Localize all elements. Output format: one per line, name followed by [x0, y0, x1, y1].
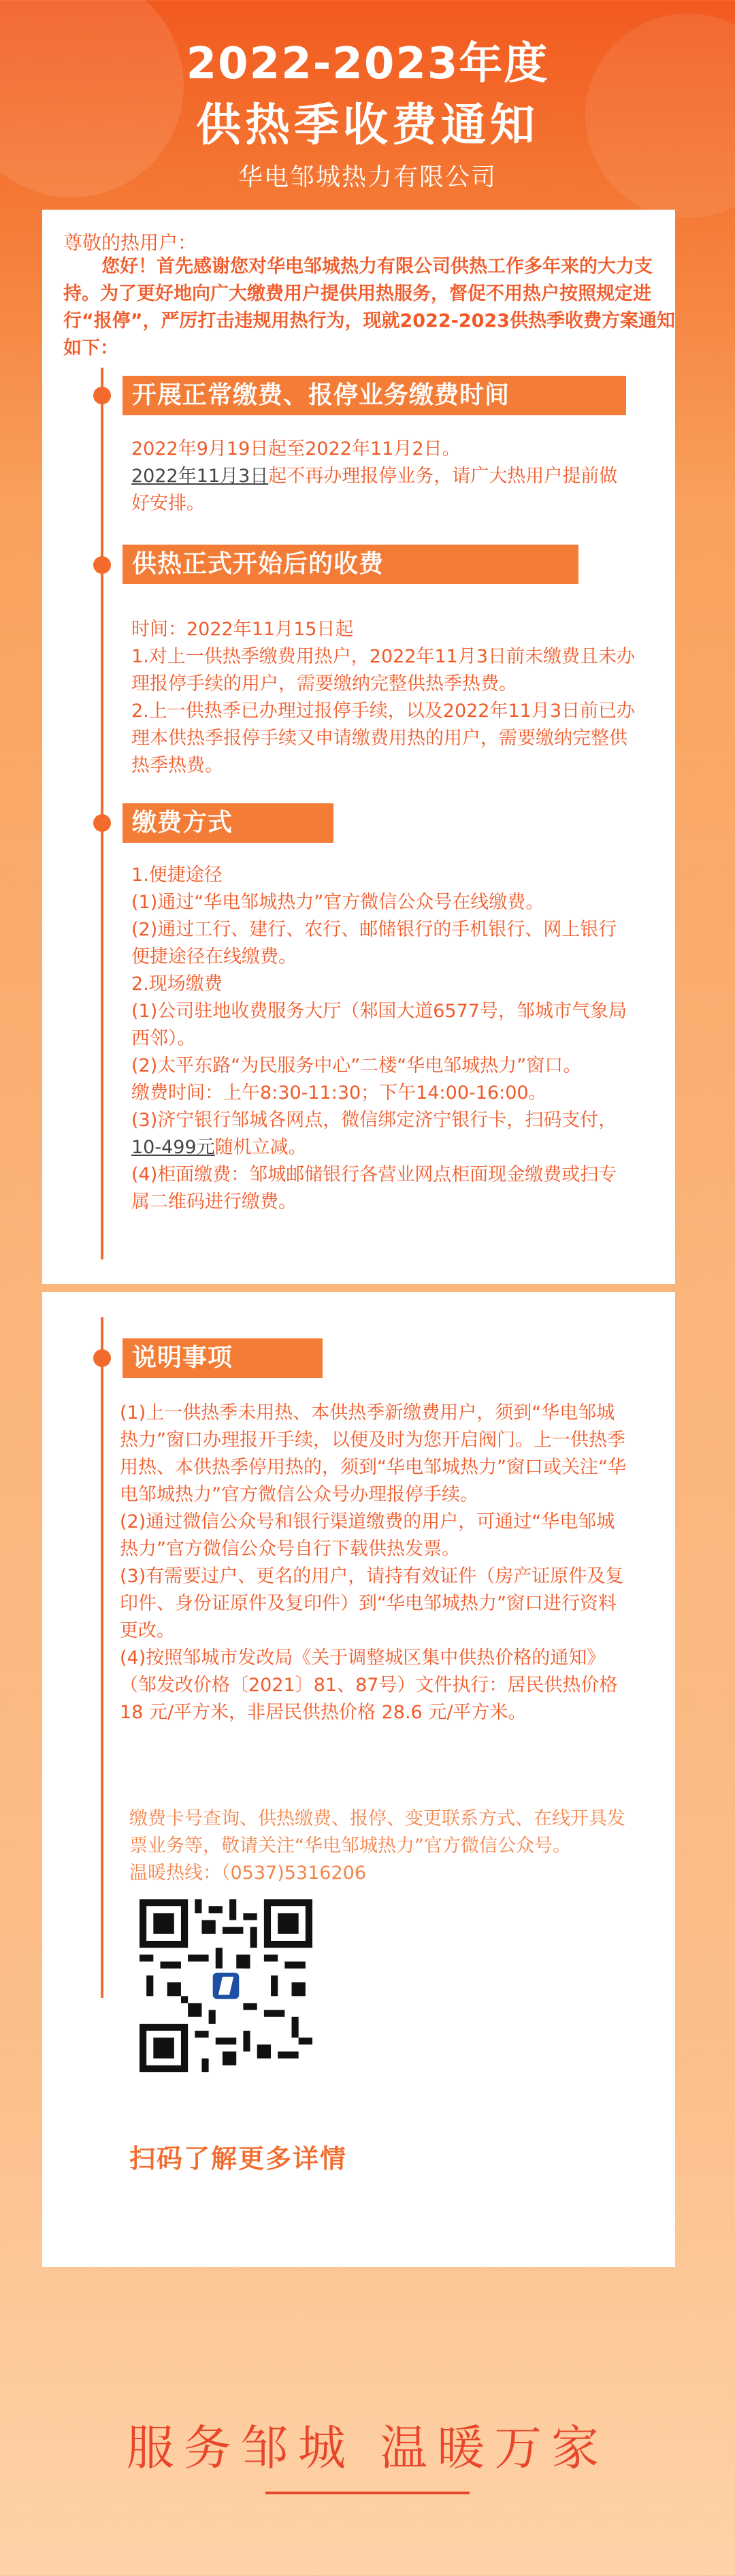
- timeline-line-1: [101, 368, 103, 1259]
- contact-note: 缴费卡号查询、供热缴费、报停、变更联系方式、在线开具发票业务等，敬请关注“华电邹城热力”官方微信公众号。: [129, 1808, 625, 1856]
- section1-content: [131, 436, 635, 517]
- method-service-hall: (1)公司驻地收费服务大厅（邾国大道6577号，邹城市气象局西邻）。: [131, 1001, 627, 1049]
- intro-paragraph: 您好！首先感谢您对华电邹城热力有限公司供热工作多年来的大力支持。为了更好地向广大缴费用户提供用热服务，督促不用热户按照规定进行“报停”，严厉打击违规用热行为，现就2022-2023供热季收费方案通知如下：: [63, 256, 675, 359]
- title-notice: 供热季收费通知: [196, 99, 539, 151]
- timeline-dot: [93, 556, 111, 574]
- section1-line2-rest: 起不再办理报停业务，请广大热用户提前做好安排。: [131, 466, 618, 514]
- company-name: 华电邹城热力有限公司: [238, 163, 497, 191]
- footer-divider: [265, 2492, 470, 2494]
- qr-code-image: [140, 1899, 312, 2072]
- timeline-dot: [93, 814, 111, 832]
- timeline-dot: [93, 1349, 111, 1367]
- qr-caption: 扫码了解更多详情: [129, 2144, 348, 2174]
- method-jining-bank: [131, 1107, 635, 1161]
- hotline: 温暖热线：（0537)5316206: [129, 1863, 366, 1884]
- timeline-line-2: [101, 1317, 103, 1998]
- section1-line2: [131, 463, 635, 517]
- section-title-payment-methods: 缴费方式: [122, 803, 333, 843]
- section2-time: 时间：2022年11月15日起: [131, 619, 354, 640]
- section1-line1: 2022年9月19日起至2022年11月2日。: [131, 438, 461, 460]
- section3-content: [131, 862, 635, 1216]
- note-1: (1)上一供热季未用热、本供热季新缴费用户，须到“华电邹城热力”窗口办理报开手续，以便及时为您开启阀门。上一供热季用热、本供热季停用热的，须到“华电邹城热力”窗口或关注“华电邹城热力”官方微信公众号办理报停手续。: [120, 1402, 626, 1505]
- header-banner: [0, 0, 735, 204]
- jining-bank-text: (3)济宁银行邹城各网点，微信绑定济宁银行卡，扫码支付，: [131, 1110, 617, 1131]
- method-bank-online: (2)通过工行、建行、农行、邮储银行的手机银行、网上银行便捷途径在线缴费。: [131, 919, 617, 967]
- section2-item2: 2.上一供热季已办理过报停手续，以及2022年11月3日前已办理本供热季报停手续又申请缴费用热的用户，需要缴纳完整供热季热费。: [131, 701, 636, 776]
- note-4: (4)按照邹城市发改局《关于调整城区集中供热价格的通知》（邹发改价格〔2021〕81、87号）文件执行：居民供热价格18 元/平方米，非居民供热价格 28.6 元/平方米。: [120, 1647, 618, 1723]
- note-2: (2)通过微信公众号和银行渠道缴费的用户，可通过“华电邹城热力”官方微信公众号自行下载供热发票。: [120, 1511, 615, 1560]
- method-wechat: (1)通过“华电邹城热力”官方微信公众号在线缴费。: [131, 892, 544, 913]
- greeting: 尊敬的热用户：: [63, 231, 197, 254]
- section4-content: [120, 1400, 630, 1726]
- section-title-payment-time: 开展正常缴费、报停业务缴费时间: [122, 376, 626, 415]
- title-year: 2022-2023年度: [186, 39, 549, 89]
- discount-amount: 10-499元: [131, 1137, 215, 1158]
- note-3: (3)有需要过户、更名的用户，请持有效证件（房产证原件及复印件、身份证原件及复印件）到“华电邹城热力”窗口进行资料更改。: [120, 1566, 624, 1641]
- section-title-notes: 说明事项: [122, 1338, 323, 1378]
- footer-slogan: 服务邹城 温暖万家: [126, 2420, 609, 2476]
- method-onsite-heading: 2.现场缴费: [131, 973, 223, 995]
- section-title-heating-fees: 供热正式开始后的收费: [122, 545, 578, 584]
- section2-content: [131, 616, 635, 779]
- method-online-heading: 1.便捷途径: [131, 865, 223, 886]
- jining-bank-text-end: 随机立减。: [214, 1137, 307, 1158]
- method-counter: (4)柜面缴费：邹城邮储银行各营业网点柜面现金缴费或扫专属二维码进行缴费。: [131, 1164, 617, 1212]
- section2-item1: 1.对上一供热季缴费用热户，2022年11月3日前未缴费且未办理报停手续的用户，需要缴纳完整供热季热费。: [131, 646, 636, 694]
- payment-hours: 缴费时间：上午8:30-11:30；下午14:00-16:00。: [131, 1082, 547, 1104]
- deadline-date: 2022年11月3日: [131, 466, 269, 487]
- timeline-dot: [93, 387, 111, 404]
- contact-info: [129, 1805, 633, 1887]
- method-service-center: (2)太平东路“为民服务中心”二楼“华电邹城热力”窗口。: [131, 1055, 582, 1076]
- qr-code[interactable]: [140, 1899, 312, 2072]
